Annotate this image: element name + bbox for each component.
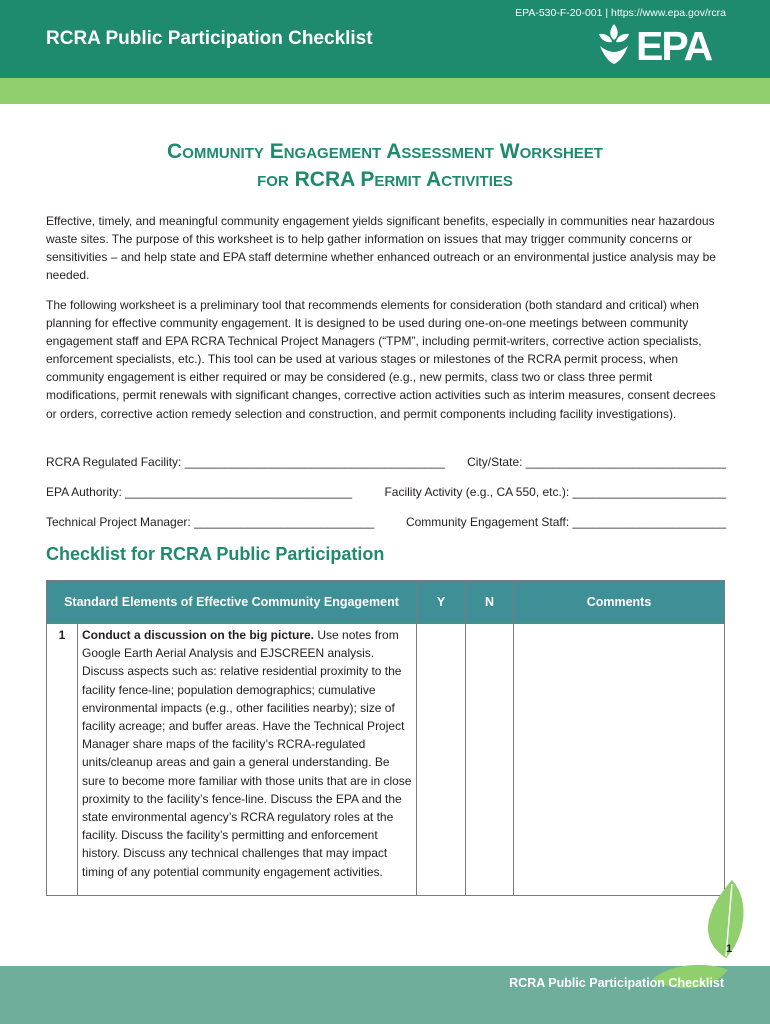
elements-column-header: Standard Elements of Effective Community Engagement [47,581,417,624]
facility-field: RCRA Regulated Facility: _______________________________________ [46,455,445,469]
row-element-lead: Conduct a discussion on the big picture. [82,628,315,642]
document-title [0,138,770,194]
y-cell[interactable] [417,624,466,896]
title-line-2: for RCRA Permit Activities [257,168,513,191]
svg-text:EPA: EPA [636,23,712,66]
section-heading: Checklist for RCRA Public Participation [46,544,385,564]
field-row-facility [46,455,726,469]
row-element [78,624,417,896]
footer-title: RCRA Public Participation Checklist [509,976,724,990]
document-id: EPA-530-F-20-001 | https://www.epa.gov/rcra [515,7,726,19]
header-title: RCRA Public Participation Checklist [46,28,373,49]
checklist-table [46,580,725,896]
n-column-header: N [466,581,514,624]
ce-staff-field: Community Engagement Staff: _______________________ [405,515,726,529]
epa-authority-field: EPA Authority: __________________________________ [46,485,353,499]
leaf-icon [686,878,750,962]
title-line-1: Community Engagement Assessment Worksheet [167,140,603,163]
row-number: 1 [47,624,78,896]
y-column-header: Y [417,581,466,624]
epa-logo [596,22,726,66]
comments-column-header: Comments [514,581,725,624]
facility-activity-field: Facility Activity (e.g., CA 550, etc.): _______________________ [384,485,726,499]
intro-paragraph-2: The following worksheet is a preliminary tool that recommends elements for consideration (both standard and critical) when planning for effective community engagement. It is designed to be used during one-on-one meetings between community engagement staff and EPA RCRA Technical Project Managers (“TPM”, including permit-writers, corrective action specialists, enforcement specialists, etc.). This tool can be used at various stages or milestones of the RCRA permit process, when community engagement is either required or may be considered (e.g., new permits, class two or class three permit modifications, permit renewals with significant changes, corrective action activities such as interim measures, consent decrees or orders, corrective action remedy selection and construction, and permit components including facility investigations). [46,298,716,421]
n-cell[interactable] [466,624,514,896]
field-row-staff [46,515,726,529]
page-number: 1 [726,943,733,955]
field-row-authority [46,485,726,499]
row-element-body: Use notes from Google Earth Aerial Analysis and EJSCREEN analysis. Discuss aspects such as: relative residential proximity to the facility fence-line; population demographics; cumulative environmental impacts (e.g., other facilities nearby); size of facility acreage; and buffer areas. Have the Technical Project Manager share maps of the facility’s RCRA-regulated units/cleanup areas and gain a general understanding. Be sure to become more familiar with those units that are in close proximity to the facility’s fence-line. Discuss the EPA and the state environmental agency’s RCRA regulatory roles at the facility. Discuss the facility’s permitting and enforcement history. Discuss any technical challenges that may impact timing of any potential community engagement activities. [82,628,412,879]
city-state-field: City/State: ______________________________ [467,455,726,469]
comments-cell[interactable] [514,624,725,896]
tpm-field: Technical Project Manager: ___________________________ [46,515,375,529]
table-row [47,624,725,896]
intro-paragraph-1: Effective, timely, and meaningful community engagement yields significant benefits, especially in communities near hazardous waste sites. The purpose of this worksheet is to help gather information on issues that may trigger community concerns or sensitivities – and help state and EPA staff determine whether enhanced outreach or an environmental justice analysis may be needed. [46,214,716,283]
table-header-row [47,581,725,624]
subheader-bar [0,78,770,104]
